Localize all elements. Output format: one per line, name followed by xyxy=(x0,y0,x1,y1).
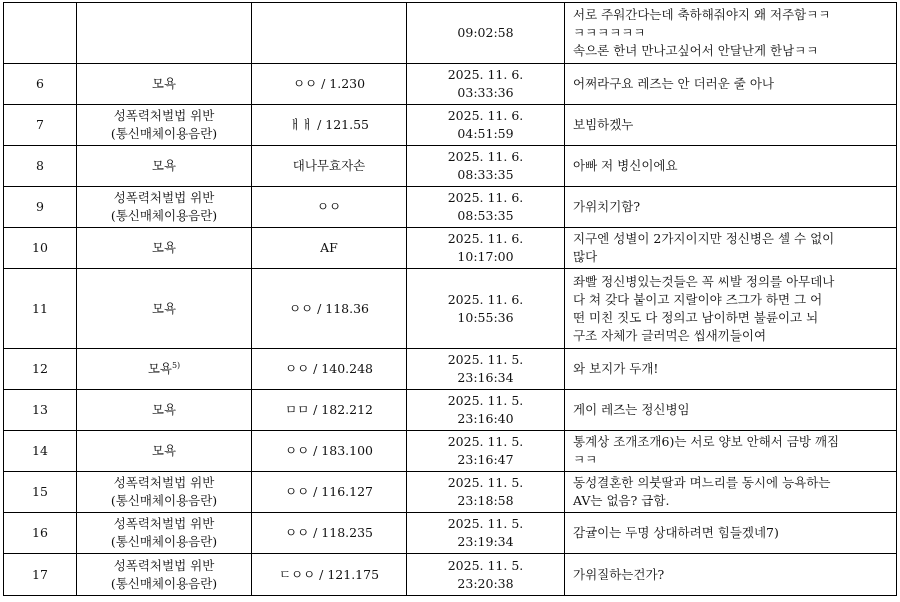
row-number xyxy=(4,269,77,349)
offense-type xyxy=(77,146,252,187)
row-number xyxy=(4,105,77,146)
comment-line: 와 보지가 두개! xyxy=(573,361,659,376)
row-number xyxy=(4,349,77,390)
comment-content xyxy=(565,349,897,390)
table-row xyxy=(4,390,897,431)
row-number xyxy=(4,146,77,187)
author xyxy=(252,228,407,269)
table-row xyxy=(4,187,897,228)
footnote-marker: 5) xyxy=(171,360,181,370)
offense-type xyxy=(77,431,252,472)
row-number xyxy=(4,390,77,431)
author-text: ㅇㅇ / 116.127 xyxy=(285,484,373,499)
offense-type xyxy=(77,64,252,105)
author xyxy=(252,187,407,228)
author-text: ㅇㅇ / 118.36 xyxy=(288,300,370,316)
time-text: 23:18:58 xyxy=(457,493,514,508)
offense-type-text: 성폭력처벌법 위반 xyxy=(113,190,215,205)
timestamp xyxy=(407,105,565,146)
comment-line: 지구엔 성별이 2가지이지만 정신병은 셀 수 없이 xyxy=(573,231,835,246)
offense-type xyxy=(77,269,252,349)
author-text: ㅇㅇ xyxy=(316,199,342,214)
table-row xyxy=(4,513,897,554)
comment-line: 서로 주워간다는데 축하해줘야지 왜 저주함ㅋㅋ xyxy=(573,7,831,22)
offense-subtype-text: (통신매체이용음란) xyxy=(110,575,218,591)
table-row xyxy=(4,269,897,349)
comment-line: 가위치기함? xyxy=(573,199,641,214)
timestamp xyxy=(407,228,565,269)
timestamp xyxy=(407,269,565,349)
row-number-text: 12 xyxy=(32,361,48,376)
time-text: 10:55:36 xyxy=(457,309,514,325)
time-text: 23:20:38 xyxy=(457,575,514,591)
row-number-text: 6 xyxy=(36,76,44,91)
author-text: ㅇㅇ / 1.230 xyxy=(292,76,366,91)
row-number-text: 17 xyxy=(32,566,48,582)
table-row xyxy=(4,105,897,146)
author xyxy=(252,105,407,146)
comment-content xyxy=(565,187,897,228)
row-number-text: 16 xyxy=(32,525,48,540)
offense-type xyxy=(77,472,252,513)
timestamp xyxy=(407,472,565,513)
comment-line: 동성결혼한 의붓딸과 며느리를 동시에 능욕하는 xyxy=(573,475,831,490)
offense-type xyxy=(77,3,252,64)
offense-type-text: 모욕 xyxy=(151,240,177,255)
date-text: 2025. 11. 6. xyxy=(447,231,524,246)
author xyxy=(252,472,407,513)
timestamp xyxy=(407,554,565,596)
author-text: ㅇㅇ / 183.100 xyxy=(285,443,373,458)
author xyxy=(252,349,407,390)
time-text: 03:33:36 xyxy=(457,85,514,100)
comment-content xyxy=(565,105,897,146)
offense-type-text: 성폭력처벌법 위반 xyxy=(113,557,215,573)
author xyxy=(252,3,407,64)
row-number xyxy=(4,431,77,472)
row-number-text: 15 xyxy=(32,484,48,499)
author-text: AF xyxy=(320,240,338,255)
comment-line: 어쩌라구요 레즈는 안 더러운 줄 아나 xyxy=(573,76,774,91)
offense-subtype-text: (통신매체이용음란) xyxy=(110,208,218,223)
date-text: 2025. 11. 6. xyxy=(447,149,524,164)
date-text: 2025. 11. 5. xyxy=(447,352,524,367)
comments-table-body xyxy=(4,3,897,596)
timestamp xyxy=(407,64,565,105)
timestamp xyxy=(407,431,565,472)
comment-line: 떤 미친 짓도 다 정의고 남이하면 불륜이고 뇌 xyxy=(573,309,819,325)
author xyxy=(252,64,407,105)
comment-line: 가위질하는건가? xyxy=(573,566,665,582)
table-row xyxy=(4,431,897,472)
row-number-text: 14 xyxy=(32,443,48,458)
timestamp xyxy=(407,349,565,390)
comments-table xyxy=(3,2,897,596)
offense-type-text: 모욕 xyxy=(151,158,177,173)
row-number xyxy=(4,472,77,513)
comment-line: AV는 없음? 급함. xyxy=(573,493,670,508)
comment-content xyxy=(565,513,897,554)
offense-type xyxy=(77,390,252,431)
row-number xyxy=(4,3,77,64)
timestamp xyxy=(407,146,565,187)
offense-type-text: 성폭력처벌법 위반 xyxy=(113,516,215,531)
comment-line: ㅋㅋㅋㅋㅋㅋ xyxy=(573,25,646,40)
comment-line: 게이 레즈는 정신병임 xyxy=(573,402,690,417)
comment-content xyxy=(565,554,897,596)
timestamp xyxy=(407,513,565,554)
table-row xyxy=(4,349,897,390)
author-text: ㅇㅇ / 140.248 xyxy=(285,361,373,376)
time-text: 10:17:00 xyxy=(457,249,514,264)
date-text: 2025. 11. 6. xyxy=(447,190,524,205)
row-number xyxy=(4,64,77,105)
date-text: 2025. 11. 5. xyxy=(447,434,524,449)
author xyxy=(252,431,407,472)
row-number xyxy=(4,187,77,228)
time-text: 23:16:40 xyxy=(457,411,514,426)
table-row xyxy=(4,146,897,187)
offense-type-text: 모욕 xyxy=(151,402,177,417)
time-text: 04:51:59 xyxy=(457,126,514,141)
row-number xyxy=(4,513,77,554)
time-text: 23:19:34 xyxy=(457,534,514,549)
table-row xyxy=(4,472,897,513)
offense-type-text: 성폭력처벌법 위반 xyxy=(113,475,215,490)
offense-type xyxy=(77,105,252,146)
comment-content xyxy=(565,472,897,513)
table-row xyxy=(4,554,897,596)
comment-line: ㅋㅋ xyxy=(573,452,598,467)
author-text: 대나무효자손 xyxy=(292,158,366,173)
date-text: 2025. 11. 5. xyxy=(447,475,524,490)
date-text: 2025. 11. 6. xyxy=(447,291,524,307)
row-number xyxy=(4,228,77,269)
offense-type xyxy=(77,349,252,390)
offense-type-text: 성폭력처벌법 위반 xyxy=(113,108,215,123)
offense-type xyxy=(77,513,252,554)
author-text: ㄷㅇㅇ / 121.175 xyxy=(278,566,380,582)
comment-content xyxy=(565,3,897,64)
author-text: ㅇㅇ / 118.235 xyxy=(285,525,373,540)
time-text: 23:16:34 xyxy=(457,370,514,385)
comment-content xyxy=(565,64,897,105)
comment-line: 좌빨 정신병있는것들은 꼭 씨발 정의를 아무데나 xyxy=(573,273,835,289)
time-text: 23:16:47 xyxy=(457,452,514,467)
comment-line: 아빠 저 병신이에요 xyxy=(573,158,678,173)
table-row xyxy=(4,228,897,269)
comment-line: 속으론 한녀 만나고싶어서 안달난게 한남ㅋㅋ xyxy=(573,43,819,58)
timestamp xyxy=(407,3,565,64)
author-text: ㅁㅁ / 182.212 xyxy=(285,402,373,417)
time-text: 09:02:58 xyxy=(457,25,514,40)
comment-line: 보빔하겠누 xyxy=(573,117,634,132)
comment-line: 구조 자체가 글러먹은 씹새끼들이여 xyxy=(573,327,767,343)
comment-line: 많다 xyxy=(573,249,598,264)
row-number-text: 7 xyxy=(36,117,44,132)
offense-type-text: 모욕 xyxy=(151,76,177,91)
comment-content xyxy=(565,269,897,349)
author xyxy=(252,554,407,596)
offense-type xyxy=(77,554,252,596)
comment-line: 통계상 조개조개6)는 서로 양보 안해서 금방 깨짐 xyxy=(573,434,840,449)
table-row xyxy=(4,64,897,105)
offense-type-text: 모욕 xyxy=(147,361,172,376)
offense-type-text: 모욕 xyxy=(151,300,177,316)
author xyxy=(252,390,407,431)
author xyxy=(252,513,407,554)
date-text: 2025. 11. 6. xyxy=(447,67,524,82)
comment-content xyxy=(565,390,897,431)
date-text: 2025. 11. 5. xyxy=(447,516,524,531)
offense-type-text: 모욕 xyxy=(151,443,177,458)
comment-line: 감귤이는 두명 상대하려면 힘들겠네7) xyxy=(573,525,779,540)
row-number-text: 10 xyxy=(32,240,48,255)
timestamp xyxy=(407,390,565,431)
row-number-text: 13 xyxy=(32,402,48,417)
row-number-text: 9 xyxy=(36,199,44,214)
comment-content xyxy=(565,146,897,187)
author-text: ㅐㅐ / 121.55 xyxy=(288,117,370,132)
offense-type xyxy=(77,187,252,228)
table-row xyxy=(4,3,897,64)
date-text: 2025. 11. 5. xyxy=(447,393,524,408)
date-text: 2025. 11. 6. xyxy=(447,108,524,123)
comment-content xyxy=(565,228,897,269)
comment-line: 다 쳐 갖다 붙이고 지랄이야 즈그가 하면 그 어 xyxy=(573,291,823,307)
row-number-text: 11 xyxy=(32,300,48,316)
date-text: 2025. 11. 5. xyxy=(447,557,524,573)
offense-subtype-text: (통신매체이용음란) xyxy=(110,126,218,141)
row-number xyxy=(4,554,77,596)
comment-content xyxy=(565,431,897,472)
offense-type xyxy=(77,228,252,269)
author xyxy=(252,269,407,349)
timestamp xyxy=(407,187,565,228)
offense-subtype-text: (통신매체이용음란) xyxy=(110,493,218,508)
row-number-text: 8 xyxy=(36,158,44,173)
offense-subtype-text: (통신매체이용음란) xyxy=(110,534,218,549)
author xyxy=(252,146,407,187)
time-text: 08:33:35 xyxy=(457,167,514,182)
time-text: 08:53:35 xyxy=(457,208,514,223)
